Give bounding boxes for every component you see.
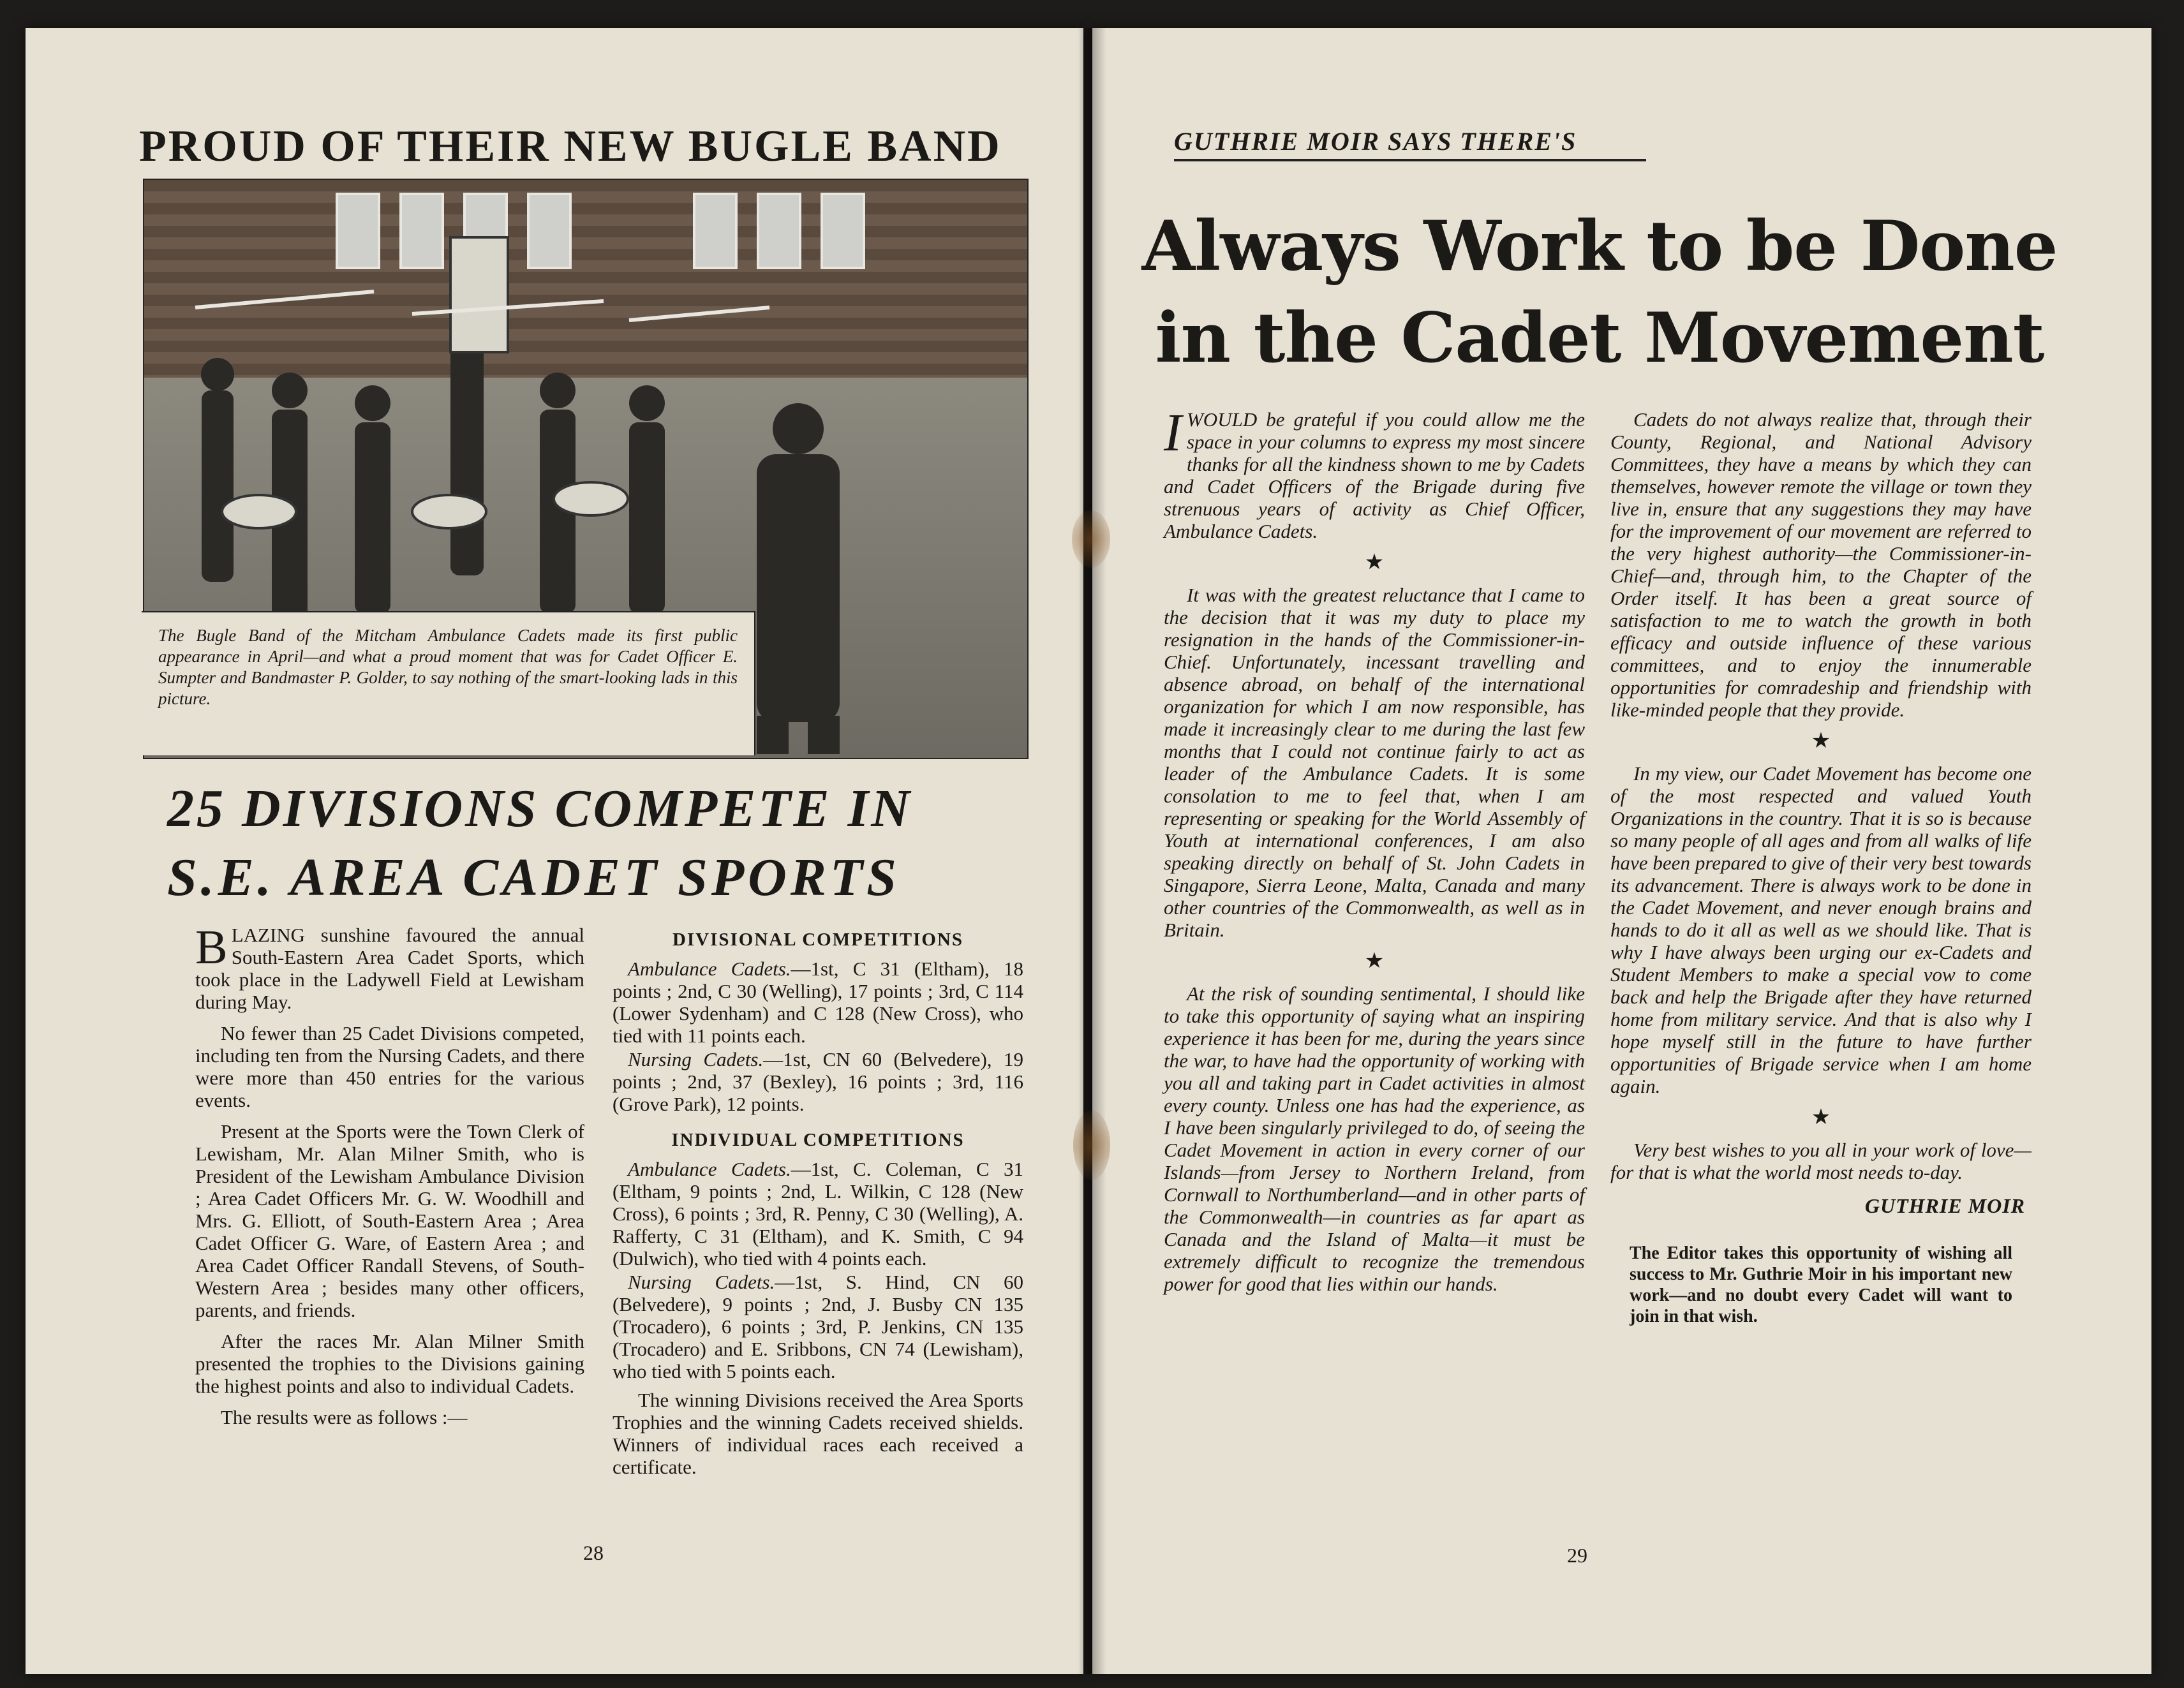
headline-line-2: in the Cadet Movement: [1155, 298, 2044, 378]
book-gutter: [1078, 28, 1106, 1674]
sports-closing: The winning Divisions received the Area Sports Trophies and the winning Cadets received shields. Winners of individual races each received a certificate.: [613, 1389, 1023, 1478]
star-divider: ★: [1364, 551, 1385, 574]
article-kicker: GUTHRIE MOIR SAYS THERE'S: [1174, 126, 1646, 161]
article-para-4: Cadets do not always realize that, through their County, Regional, and National Advisory Committees, they have a means by which they can themselves, however remote the village or town they live in, ensure that any suggestions they may have for the improvement of our movement are referred to the very highest authority—the Commissioner-in-Chief—and, through him, to the Chapter of the Order itself. It has been a great source of satisfaction to me to watch the growth in both efficacy and outside influence of these various committees, and to enjoy the innumerable opportunities for comradeship and friendship with like-minded people that they provide.: [1610, 408, 2032, 721]
page-number-right: 29: [1567, 1544, 1587, 1567]
sports-headline-line2: S.E. AREA CADET SPORTS: [167, 848, 900, 907]
article-column-1: [1164, 403, 1585, 1301]
dropcap-b: B: [195, 921, 228, 974]
ind-nursing-label: Nursing Cadets.: [628, 1271, 775, 1293]
article-para-6: Very best wishes to you all in your work of love—for that is what the world most needs to-day.: [1610, 1139, 2032, 1183]
page-number-left: 28: [583, 1541, 604, 1564]
star-divider: ★: [1364, 949, 1385, 973]
editor-note: The Editor takes this opportunity of wishing all success to Mr. Guthrie Moir in his important new work—and no doubt every Cadet will want to join in that wish.: [1630, 1243, 2012, 1326]
div-nursing-results: —1st, CN 60 (Belvedere), 19 points ; 2nd, 37 (Bexley), 16 points ; 3rd, 116 (Grove Park), 12 points.: [613, 1048, 1023, 1115]
sports-column-1: [195, 921, 584, 1437]
star-divider: ★: [1811, 729, 1831, 753]
sports-headline-line1: 25 DIVISIONS COMPETE IN: [167, 779, 912, 838]
sports-para-4: After the races Mr. Alan Milner Smith presented the trophies to the Divisions gaining the highest points and also to individual Cadets.: [195, 1330, 584, 1397]
headline-line-1: Always Work to be Done: [1141, 206, 2058, 286]
sports-para-1: LAZING sunshine favoured the annual South-Eastern Area Cadet Sports, which took place in the Ladywell Field at Lewisham during May.: [195, 924, 584, 1013]
dropcap-i: I: [1164, 403, 1182, 463]
divisional-heading: DIVISIONAL COMPETITIONS: [672, 929, 964, 950]
author-signature: GUTHRIE MOIR: [1864, 1194, 2025, 1217]
bugle-band-headline: PROUD OF THEIR NEW BUGLE BAND: [139, 122, 1002, 171]
div-ambulance-label: Ambulance Cadets.: [628, 958, 791, 980]
article-para-3: At the risk of sounding sentimental, I should like to take this opportunity of saying what an inspiring experience it has been for me, during the years since the war, to have had the opportunity of working with you all and taking part in Cadet activities in almost every county. Unless one has had the experience, as I have been singularly privileged to do, of seeing the Cadet Movement in action in every corner of our Islands—from Jersey to Northern Ireland, from Cornwall to Northumberland—and in other parts of the Commonwealth—in countries as far apart as Canada and the Island of Malta—it must be extremely difficult to recognize the tremendous power for good that lies within our hands.: [1164, 982, 1585, 1295]
ind-ambulance-label: Ambulance Cadets.: [628, 1158, 791, 1180]
article-column-2: [1610, 408, 2032, 1327]
page-stain: [1072, 510, 1110, 568]
article-para-2: It was with the greatest reluctance that I came to the decision that it was my duty to place my resignation in the hands of the Commissioner-in-Chief. Unfortunately, incessant travelling and absence abroad, on behalf of the international organization for which I am now responsible, has made it increasingly clear to me during the last few months that I could not continue fairly to act as leader of the Ambulance Cadets. It is some consolation to me to feel that, when I am representing or speaking for the World Assembly of Youth at international conferences, I am also speaking directly on behalf of St. John Cadets in Singapore, Sierra Leone, Malta, Canada and many other countries of the Commonwealth, as well as in Britain.: [1164, 584, 1585, 941]
individual-heading: INDIVIDUAL COMPETITIONS: [671, 1130, 965, 1150]
ind-nursing-results: —1st, S. Hind, CN 60 (Belvedere), 9 points ; 2nd, J. Busby CN 135 (Trocadero), 6 points ; 3rd, P. Jenkins, CN 135 (Trocadero) and E. Sribbons, CN 74 (Lewisham), who tied with 5 points each.: [613, 1271, 1024, 1382]
photo-caption: The Bugle Band of the Mitcham Ambulance Cadets made its first public appearance in April—and what a proud moment that was for Cadet Officer E. Sumpter and Bandmaster P. Golder, to say nothing of the smart-looking lads in this picture.: [142, 611, 755, 755]
sports-para-2: No fewer than 25 Cadet Divisions competed, including ten from the Nursing Cadets, and there were more than 450 entries for the various events.: [195, 1022, 584, 1111]
sports-para-3: Present at the Sports were the Town Clerk of Lewisham, Mr. Alan Milner Smith, who is President of the Lewisham Ambulance Division ; Area Cadet Officers Mr. G. W. Woodhill and Mrs. G. Elliott, of South-Eastern Area ; Area Cadet Officer G. Ware, of Eastern Area ; and Area Cadet Officer Randall Stevens, of South-Western Area ; besides many other officers, parents, and friends.: [195, 1120, 584, 1321]
article-para-5: In my view, our Cadet Movement has become one of the most respected and valued Youth Organizations in the country. That it is so is because so many people of all ages and from all walks of life have been prepared to give of their very best towards its advancement. There is always work to be done in the Cadet Movement, and never enough brains and hands to do it all as well as we should like. That is why I have always been urging our ex-Cadets and Student Members to make a special vow to come back and help the Brigade after they have returned home from military service. And that is also why I hope myself still in the future to have further opportunities of Brigade service when I am home again.: [1610, 762, 2032, 1097]
article-para-1: WOULD be grateful if you could allow me the space in your columns to express my most sincere thanks for all the kindness shown to me by Cadets and Cadet Officers of the Brigade during five strenuous years of activity as Chief Officer, Ambulance Cadets.: [1164, 408, 1585, 542]
article-headline: [1137, 200, 2062, 384]
page-stain: [1073, 1110, 1110, 1180]
sports-para-5: The results were as follows :—: [221, 1406, 468, 1428]
div-ambulance-results: —1st, C 31 (Eltham), 18 points ; 2nd, C 30 (Welling), 17 points ; 3rd, C 114 (Lower Sydenham) and C 128 (New Cross), who tied with 11 points each.: [613, 958, 1023, 1047]
ind-ambulance-results: —1st, C. Coleman, C 31 (Eltham, 9 points ; 2nd, L. Wilkin, C 128 (New Cross), 6 points ; 3rd, R. Penny, C 30 (Welling), A. Rafferty, C 31 (Eltham), and K. Smith, C 94 (Dulwich), who tied with 4 points each.: [613, 1158, 1023, 1270]
div-nursing-label: Nursing Cadets.: [628, 1048, 764, 1070]
sports-headline: [167, 774, 1009, 912]
sports-column-2: [613, 924, 1023, 1487]
star-divider: ★: [1811, 1106, 1831, 1129]
